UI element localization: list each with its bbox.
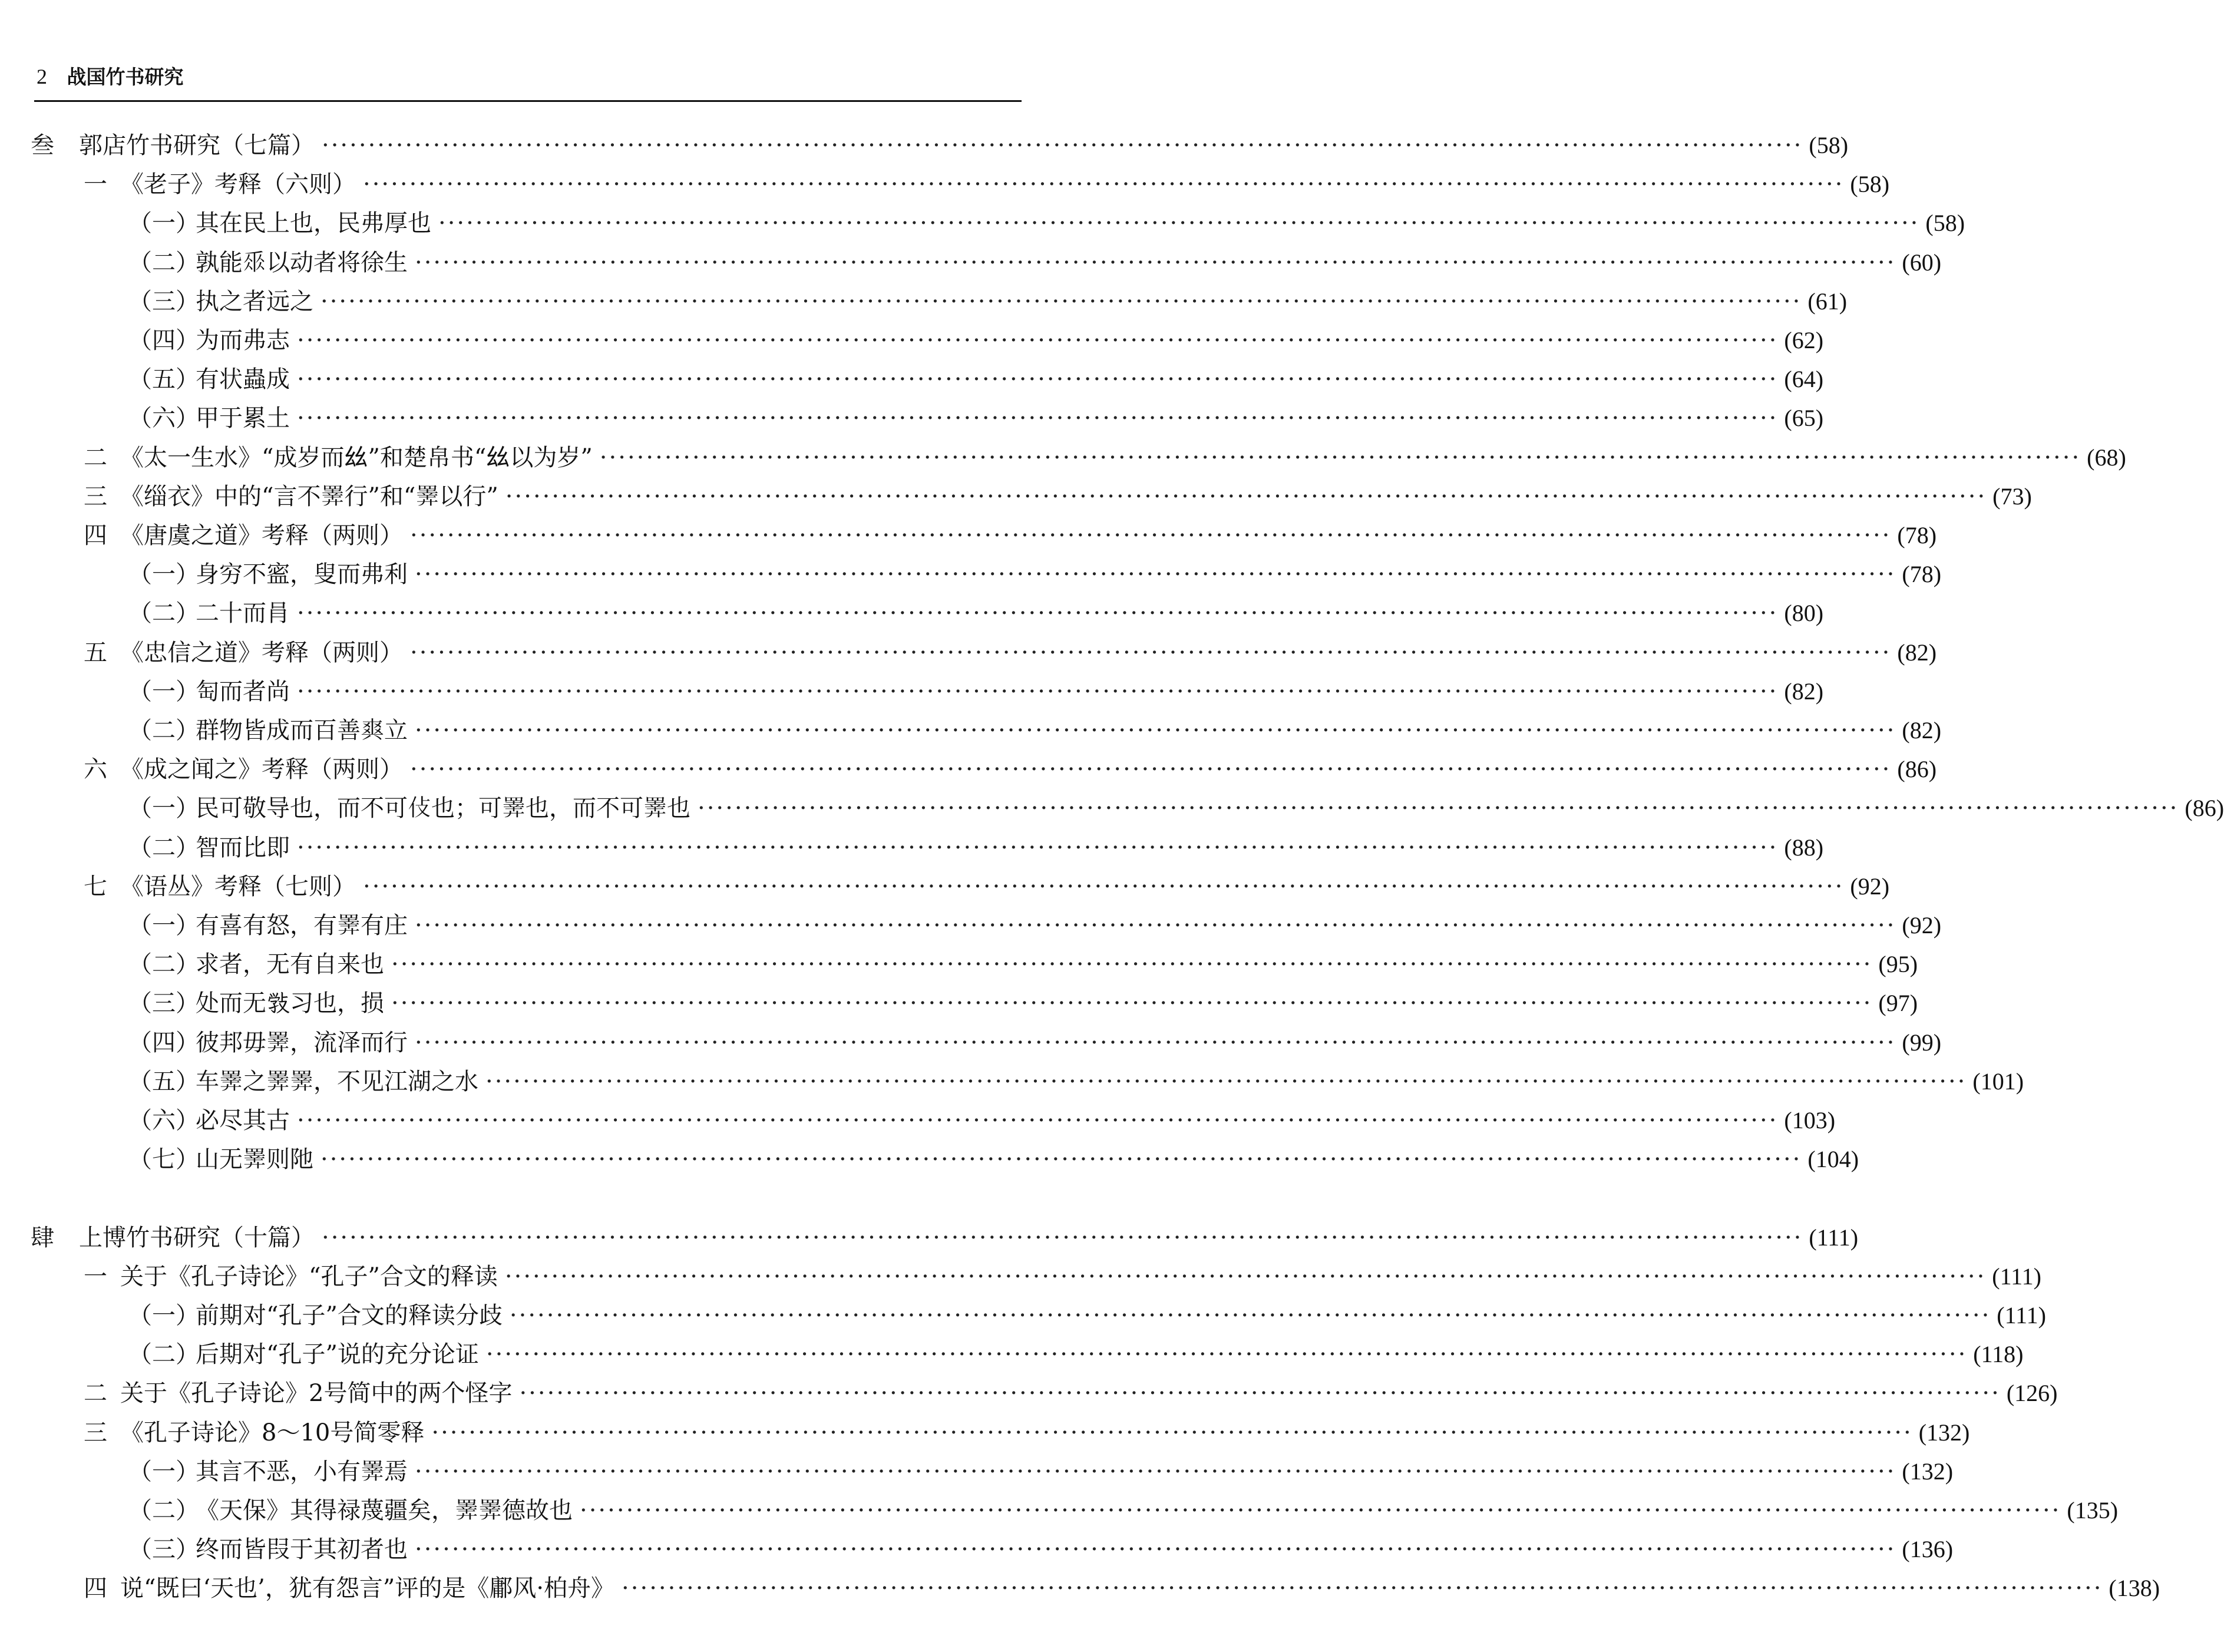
dot-leader: ································································································································································ xyxy=(297,366,1779,393)
toc-chapter xyxy=(84,633,1937,672)
dot-leader: ································································································································································ xyxy=(504,1263,1987,1290)
toc-entry-title: 匋而者尚 xyxy=(196,678,290,705)
toc-entry-page: (136) xyxy=(1902,1536,1954,1562)
dot-leader: ································································································································································ xyxy=(415,717,1896,744)
toc-entry-page: (101) xyxy=(1972,1068,2024,1095)
dot-leader: ································································································································································ xyxy=(322,132,1803,159)
toc-section xyxy=(128,282,1848,321)
toc-entry-page: (111) xyxy=(1997,1302,2046,1329)
toc-entry-title: 《语丛》考释（七则） xyxy=(120,873,356,900)
toc-entry-title: 关于《孔子诗论》2号简中的两个怪字 xyxy=(120,1380,513,1407)
toc-entry-title: 其在民上也，民弗厚也 xyxy=(196,210,431,237)
toc-entry-page: (82) xyxy=(1902,717,1942,744)
book-title: 战国竹书研究 xyxy=(67,65,184,88)
toc-section xyxy=(128,1023,1942,1062)
toc-entry-title: 为而弗志 xyxy=(196,327,290,354)
dot-leader: ································································································································································ xyxy=(415,1029,1896,1056)
dot-leader: ································································································································································ xyxy=(509,1302,1991,1329)
toc-entry-page: (88) xyxy=(1784,834,1824,861)
toc-section xyxy=(128,711,1942,750)
toc-entry-number: （一） xyxy=(128,1302,199,1329)
toc-entry-title: 二十而肙 xyxy=(196,600,290,627)
toc-entry-page: (135) xyxy=(2067,1497,2119,1524)
toc-entry-page: (58) xyxy=(1809,132,1849,158)
toc-entry-number: （五） xyxy=(128,1068,199,1095)
toc-entry-number: （三） xyxy=(128,1536,199,1563)
toc-entry-title: 车𢍰之𢍰𢍰，不见江湖之水 xyxy=(196,1068,478,1095)
toc-entry-title: 《孔子诗论》8～10号简零释 xyxy=(120,1419,425,1446)
toc-entry-title: 有喜有怒，有𢍰有庄 xyxy=(196,912,408,939)
toc-part xyxy=(31,126,1849,165)
toc-chapter xyxy=(84,1257,2041,1296)
toc-section xyxy=(128,360,1824,399)
toc-entry-title: 关于《孔子诗论》“孔子”合文的释读 xyxy=(120,1263,498,1290)
toc-entry-page: (80) xyxy=(1784,600,1824,626)
toc-entry-title: 甲于累土 xyxy=(196,405,290,432)
toc-section xyxy=(128,1062,2024,1101)
toc-entry-number: 一 xyxy=(84,171,107,198)
toc-entry-number: 四 xyxy=(84,522,107,549)
toc-entry-number: （二） xyxy=(128,1497,199,1524)
toc-entry-number: （三） xyxy=(128,288,199,315)
toc-section xyxy=(128,906,1942,945)
toc-entry-number: （三） xyxy=(128,990,199,1017)
page-number: 2 xyxy=(37,65,47,88)
toc-entry-title: 群物皆成而百善𤕤立 xyxy=(196,717,408,744)
toc-section xyxy=(128,594,1824,633)
toc-entry-page: (86) xyxy=(2185,795,2224,821)
dot-leader: ································································································································································ xyxy=(415,912,1896,939)
toc-entry-title: 《忠信之道》考释（两则） xyxy=(120,639,403,666)
toc-entry-title: 山无𢍰则阤 xyxy=(196,1146,313,1173)
toc-entry-number: （二） xyxy=(128,951,199,978)
toc-entry-number: 二 xyxy=(84,444,107,471)
toc-entry-page: (82) xyxy=(1897,639,1937,666)
toc-entry-title: 执之者远之 xyxy=(196,288,313,315)
toc-entry-page: (60) xyxy=(1902,249,1942,276)
toc-entry-number: （六） xyxy=(128,405,199,432)
toc-section xyxy=(128,1296,2046,1335)
toc-entry-page: (68) xyxy=(2087,444,2126,471)
toc-entry-page: (86) xyxy=(1897,756,1937,782)
toc-entry-page: (104) xyxy=(1807,1146,1859,1172)
toc-entry-title: 彼邦毋𢍰，流泽而行 xyxy=(196,1029,408,1056)
toc-entry-page: (92) xyxy=(1902,912,1942,939)
dot-leader: ································································································································································ xyxy=(297,327,1779,354)
dot-leader: ································································································································································ xyxy=(438,210,1920,237)
toc-chapter xyxy=(84,1569,2160,1608)
toc-section xyxy=(128,1491,2119,1530)
toc-chapter xyxy=(84,1413,1970,1452)
toc-entry-number: （一） xyxy=(128,795,199,822)
toc-entry-page: (111) xyxy=(1992,1263,2041,1290)
dot-leader: ································································································································································ xyxy=(297,678,1779,705)
toc-entry-number: （一） xyxy=(128,561,199,588)
toc-section xyxy=(128,1140,1859,1179)
dot-leader: ································································································································································ xyxy=(297,1107,1779,1134)
toc-entry-number: （二） xyxy=(128,249,199,276)
dot-leader: ································································································································································ xyxy=(698,795,2179,822)
toc-section xyxy=(128,789,2224,828)
toc-entry-title: 有状蟲成 xyxy=(196,366,290,393)
toc-chapter xyxy=(84,438,2126,477)
toc-section xyxy=(128,945,1918,984)
dot-leader: ································································································································································ xyxy=(415,561,1896,588)
toc-entry-title: 郭店竹书研究（七篇） xyxy=(79,132,315,159)
toc-entry-number: （四） xyxy=(128,327,199,354)
toc-entry-title: 《老子》考释（六则） xyxy=(120,171,356,198)
dot-leader: ································································································································································ xyxy=(297,405,1779,432)
toc-entry-page: (92) xyxy=(1850,873,1890,900)
toc-entry-title: 上博竹书研究（十篇） xyxy=(79,1224,315,1251)
toc-section xyxy=(128,1452,1954,1491)
toc-entry-title: 《太一生水》“成岁而𢆶”和楚帛书“𢆶以为岁” xyxy=(120,444,593,471)
toc-entry-page: (97) xyxy=(1878,990,1918,1016)
toc-entry-title: 后期对“孔子”说的充分论证 xyxy=(196,1341,479,1368)
toc-entry-title: 《缁衣》中的“言不𢍰行”和“𢍰以行” xyxy=(120,483,498,510)
toc-entry-title: 处而无𢽾习也，损 xyxy=(196,990,384,1017)
toc-section xyxy=(128,1101,1836,1140)
toc-part xyxy=(31,1218,1859,1257)
toc-entry-page: (132) xyxy=(1902,1458,1954,1485)
toc-entry-page: (61) xyxy=(1807,288,1848,315)
toc-entry-number: 五 xyxy=(84,639,107,666)
toc-entry-title: 终而皆叚于其初者也 xyxy=(196,1536,408,1563)
toc-entry-number: （二） xyxy=(128,1341,199,1368)
toc-entry-title: 说“既曰‘天也’，犹有怨言”评的是《鄘风·柏舟》 xyxy=(120,1575,615,1602)
toc-chapter xyxy=(84,1374,2058,1413)
toc-entry-number: 四 xyxy=(84,1575,107,1602)
toc-entry-number: （二） xyxy=(128,600,199,627)
toc-entry-page: (65) xyxy=(1784,405,1824,431)
toc-section xyxy=(128,321,1824,360)
dot-leader: ································································································································································ xyxy=(363,171,1845,198)
toc-entry-number: 一 xyxy=(84,1263,107,1290)
toc-entry-number: 叁 xyxy=(31,132,54,159)
toc-entry-page: (64) xyxy=(1784,366,1824,392)
toc-section xyxy=(128,204,1965,243)
toc-entry-number: （一） xyxy=(128,210,199,237)
dot-leader: ································································································································································ xyxy=(580,1497,2061,1524)
toc-entry-title: 《唐虞之道》考释（两则） xyxy=(120,522,403,549)
dot-leader: ································································································································································ xyxy=(320,288,1802,315)
toc-entry-page: (73) xyxy=(1992,483,2032,510)
dot-leader: ································································································································································ xyxy=(391,951,1873,978)
toc-entry-page: (103) xyxy=(1784,1107,1836,1134)
toc-entry-number: 二 xyxy=(84,1380,107,1407)
toc-entry-title: 民可敬导也，而不可𠆸也；可𢍰也，而不可𢍰也 xyxy=(196,795,690,822)
dot-leader: ································································································································································ xyxy=(297,600,1779,627)
toc-entry-title: 智而比即 xyxy=(196,834,290,861)
toc-entry-page: (58) xyxy=(1925,210,1965,236)
toc-entry-number: （二） xyxy=(128,834,199,861)
toc-entry-number: 七 xyxy=(84,873,107,900)
toc-entry-number: （六） xyxy=(128,1107,199,1134)
dot-leader: ································································································································································ xyxy=(363,873,1845,900)
toc-entry-title: 其言不恶，小有𢍰焉 xyxy=(196,1458,408,1485)
toc-entry-page: (126) xyxy=(2006,1380,2058,1406)
dot-leader: ································································································································································ xyxy=(485,1341,1968,1368)
toc-section xyxy=(128,672,1824,711)
dot-leader: ································································································································································ xyxy=(410,522,1892,549)
toc-entry-title: 孰能𠂹以动者将徐生 xyxy=(196,249,408,276)
dot-leader: ································································································································································ xyxy=(431,1419,1913,1446)
toc-entry-title: 必尽其古 xyxy=(196,1107,290,1134)
toc-entry-number: 三 xyxy=(84,1419,107,1446)
toc-entry-number: （一） xyxy=(128,912,199,939)
dot-leader: ································································································································································ xyxy=(505,483,1987,510)
toc-chapter xyxy=(84,165,1890,204)
toc-entry-page: (111) xyxy=(1809,1224,1859,1251)
dot-leader: ································································································································································ xyxy=(391,990,1873,1017)
toc-chapter xyxy=(84,516,1937,555)
dot-leader: ································································································································································ xyxy=(415,1536,1896,1563)
toc-entry-number: （五） xyxy=(128,366,199,393)
toc-entry-page: (58) xyxy=(1850,171,1890,197)
toc-entry-page: (82) xyxy=(1784,678,1824,705)
toc-entry-title: 前期对“孔子”合文的释读分歧 xyxy=(196,1302,503,1329)
dot-leader: ································································································································································ xyxy=(410,639,1892,666)
toc-section xyxy=(128,828,1824,867)
toc-entry-page: (138) xyxy=(2109,1575,2160,1601)
toc-entry-page: (132) xyxy=(1918,1419,1970,1446)
toc-entry-page: (95) xyxy=(1878,951,1918,977)
toc-section xyxy=(128,1335,2024,1374)
dot-leader: ································································································································································ xyxy=(599,444,2081,471)
dot-leader: ································································································································································ xyxy=(622,1575,2103,1602)
toc-entry-number: （二） xyxy=(128,717,199,744)
toc-section xyxy=(128,243,1942,282)
toc-entry-title: 《成之闻之》考释（两则） xyxy=(120,756,403,783)
dot-leader: ································································································································································ xyxy=(320,1146,1802,1173)
toc-entry-page: (118) xyxy=(1973,1341,2024,1367)
toc-entry-page: (99) xyxy=(1902,1029,1942,1056)
toc-entry-title: 求者，无有自来也 xyxy=(196,951,384,978)
toc-entry-number: 六 xyxy=(84,756,107,783)
toc-entry-number: 肆 xyxy=(31,1224,54,1251)
toc-chapter xyxy=(84,867,1890,906)
toc-entry-title: 《天保》其得禄蔑疆矣，𢍰𢍰德故也 xyxy=(196,1497,573,1524)
toc-entry-page: (78) xyxy=(1897,522,1937,549)
dot-leader: ································································································································································ xyxy=(297,834,1779,861)
toc-chapter xyxy=(84,750,1937,789)
toc-section xyxy=(128,1530,1954,1569)
toc-section xyxy=(128,984,1918,1023)
toc-entry-number: （一） xyxy=(128,678,199,705)
dot-leader: ································································································································································ xyxy=(322,1224,1803,1251)
toc-entry-title: 身穷不䀄，叟而弗利 xyxy=(196,561,408,588)
dot-leader: ································································································································································ xyxy=(519,1380,2001,1407)
toc-entry-number: （七） xyxy=(128,1146,199,1173)
toc-entry-number: 三 xyxy=(84,483,107,510)
dot-leader: ································································································································································ xyxy=(415,249,1896,276)
toc-entry-number: （一） xyxy=(128,1458,199,1485)
toc-entry-page: (62) xyxy=(1784,327,1824,353)
toc-entry-page: (78) xyxy=(1902,561,1942,587)
dot-leader: ································································································································································ xyxy=(410,756,1892,783)
toc-section xyxy=(128,555,1942,594)
dot-leader: ································································································································································ xyxy=(415,1458,1896,1485)
toc-entry-number: （四） xyxy=(128,1029,199,1056)
toc-chapter xyxy=(84,477,2032,516)
dot-leader: ································································································································································ xyxy=(485,1068,1967,1095)
toc-section xyxy=(128,399,1824,438)
